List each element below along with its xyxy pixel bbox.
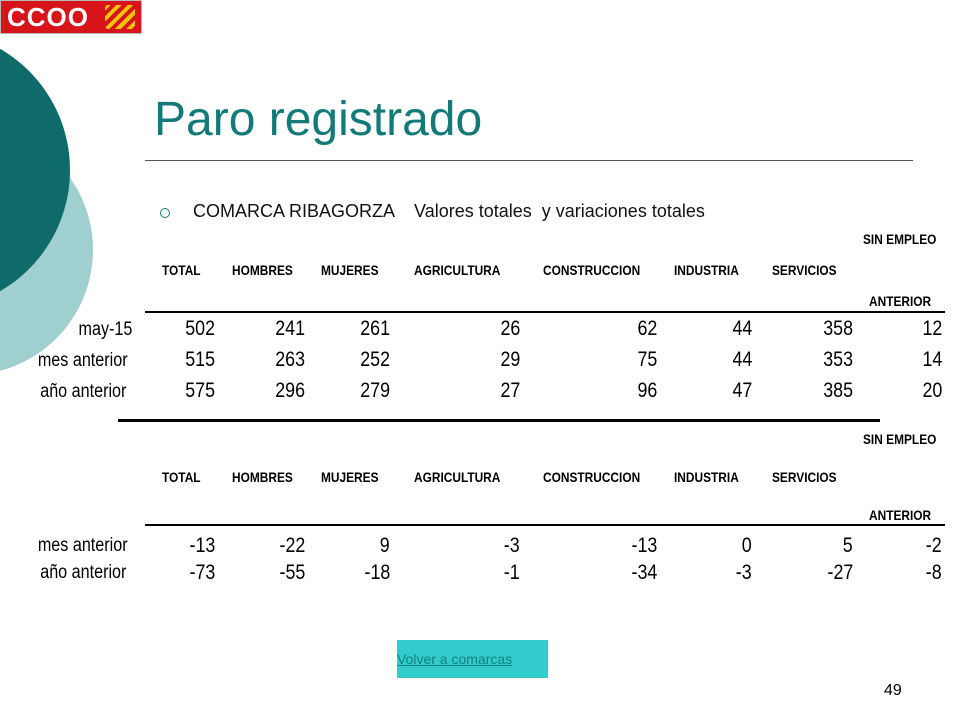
table-cell: -27 xyxy=(827,561,853,584)
table-cell: 515 xyxy=(185,348,215,371)
header-anterior: ANTERIOR xyxy=(869,293,932,309)
table-cell: 358 xyxy=(823,317,853,340)
header-agricultura: AGRICULTURA xyxy=(414,262,501,278)
table-cell: -13 xyxy=(189,534,215,557)
bullet-icon xyxy=(160,208,170,218)
table-cell: 353 xyxy=(823,348,853,371)
table-cell: -34 xyxy=(631,561,657,584)
header-hombres: HOMBRES xyxy=(232,262,293,278)
back-to-comarcas-link[interactable]: Volver a comarcas xyxy=(397,651,513,667)
header-servicios: SERVICIOS xyxy=(772,469,837,485)
aragon-flag-icon xyxy=(105,5,135,29)
table-cell: -2 xyxy=(926,534,942,557)
table-cell: 296 xyxy=(275,379,305,402)
header-construccion: CONSTRUCCION xyxy=(543,262,641,278)
page-number: 49 xyxy=(884,682,902,699)
table-header-rule xyxy=(145,311,945,313)
table-cell: 241 xyxy=(275,317,305,340)
table-cell: -8 xyxy=(926,561,942,584)
table-cell: 385 xyxy=(823,379,853,402)
table-cell: 29 xyxy=(500,348,520,371)
header-mujeres: MUJERES xyxy=(321,262,379,278)
table-cell: -1 xyxy=(504,561,520,584)
row-label: año anterior xyxy=(39,381,126,402)
row-label: mes anterior xyxy=(38,535,128,556)
table-cell: 252 xyxy=(360,348,390,371)
table-cell: 44 xyxy=(732,317,752,340)
header-industria: INDUSTRIA xyxy=(674,262,739,278)
table-cell: 20 xyxy=(922,379,942,402)
row-label: año anterior xyxy=(39,562,126,583)
row-label: may-15 xyxy=(78,319,132,340)
ccoo-logo xyxy=(0,0,142,34)
table-cell: -22 xyxy=(279,534,305,557)
header-servicios: SERVICIOS xyxy=(772,262,837,278)
header-agricultura: AGRICULTURA xyxy=(414,469,501,485)
table-cell: 12 xyxy=(922,317,942,340)
table-cell: 5 xyxy=(843,534,853,557)
table-cell: 9 xyxy=(380,534,390,557)
table-cell: 44 xyxy=(732,348,752,371)
header-sin-empleo: SIN EMPLEO xyxy=(863,431,937,447)
table-cell: 26 xyxy=(500,317,520,340)
table-header-rule xyxy=(145,524,945,526)
table-cell: -55 xyxy=(279,561,305,584)
table-cell: 47 xyxy=(732,379,752,402)
header-total: TOTAL xyxy=(162,469,201,485)
table-cell: -73 xyxy=(189,561,215,584)
table-cell: 502 xyxy=(185,317,215,340)
table-cell: 263 xyxy=(275,348,305,371)
table-cell: -18 xyxy=(364,561,390,584)
header-total: TOTAL xyxy=(162,262,201,278)
table-cell: -13 xyxy=(631,534,657,557)
table-cell: 96 xyxy=(637,379,657,402)
header-hombres: HOMBRES xyxy=(232,469,293,485)
header-construccion: CONSTRUCCION xyxy=(543,469,641,485)
table-cell: 62 xyxy=(637,317,657,340)
table-cell: -3 xyxy=(504,534,520,557)
table-cell: 75 xyxy=(637,348,657,371)
table-cell: 575 xyxy=(185,379,215,402)
logo-text: CCOO xyxy=(7,2,89,32)
header-mujeres: MUJERES xyxy=(321,469,379,485)
slide-subtitle: COMARCA RIBAGORZA Valores totales y variaciones totales xyxy=(193,201,705,221)
section-divider xyxy=(118,419,880,422)
table-cell: -3 xyxy=(736,561,752,584)
table-cell: 0 xyxy=(742,534,752,557)
table-cell: 261 xyxy=(360,317,390,340)
table-cell: 14 xyxy=(922,348,942,371)
header-anterior: ANTERIOR xyxy=(869,507,932,523)
header-sin-empleo: SIN EMPLEO xyxy=(863,231,937,247)
title-divider xyxy=(145,160,913,161)
header-industria: INDUSTRIA xyxy=(674,469,739,485)
table-cell: 279 xyxy=(360,379,390,402)
row-label: mes anterior xyxy=(38,350,128,371)
table-cell: 27 xyxy=(500,379,520,402)
page-title: Paro registrado xyxy=(154,93,483,146)
